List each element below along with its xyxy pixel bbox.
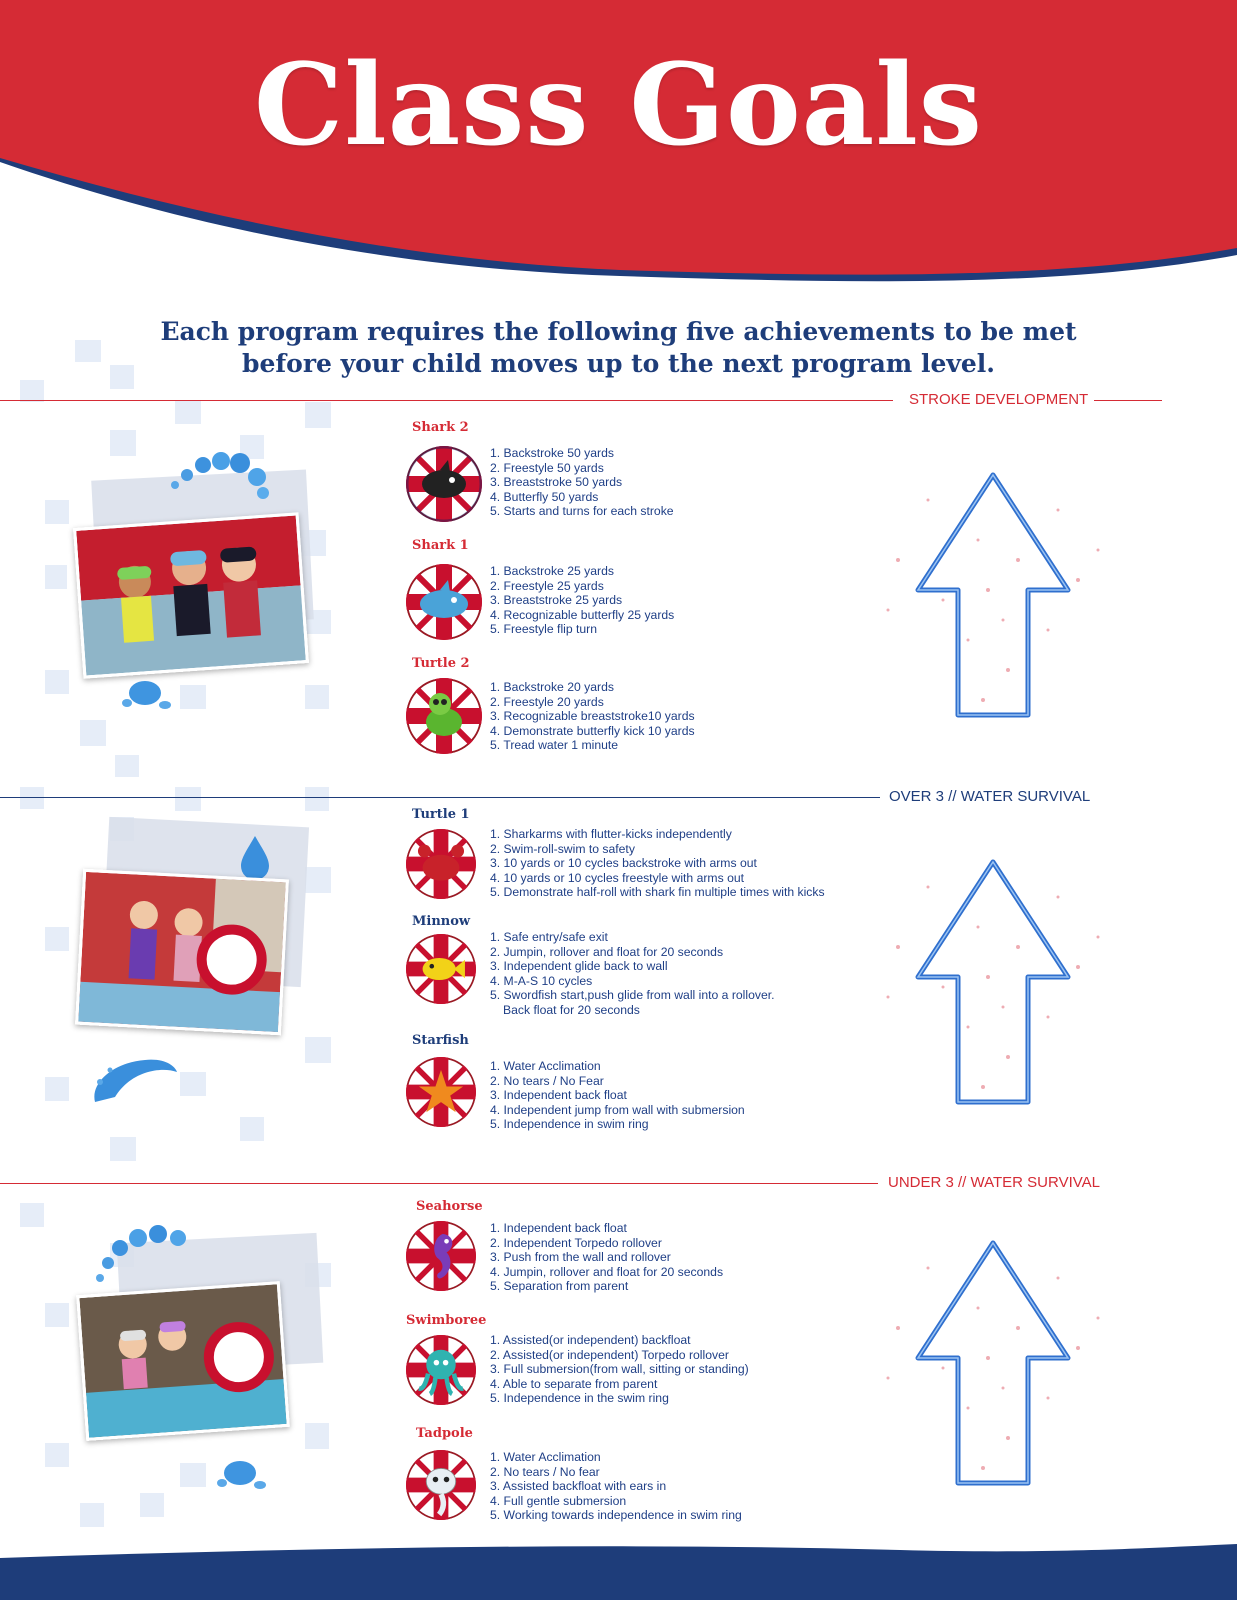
- section-label: OVER 3 // WATER SURVIVAL: [883, 788, 1096, 805]
- program-name: Turtle 2: [412, 656, 470, 671]
- program-name: Seahorse: [416, 1199, 483, 1214]
- goal-item: 4. Demonstrate butterfly kick 10 yards: [490, 723, 695, 738]
- section-divider-line-right: [1090, 400, 1162, 401]
- program-seahorse: [400, 1199, 860, 1299]
- goal-item: 1. Water Acclimation: [490, 1450, 601, 1464]
- goal-item: 5. Freestyle flip turn: [490, 622, 598, 637]
- turtle-icon: [406, 678, 482, 754]
- program-tadpole: [400, 1426, 860, 1536]
- goal-item: 5. Demonstrate half-roll with shark fin multiple times with kicks: [490, 885, 825, 900]
- program-name: Minnow: [412, 914, 471, 929]
- program-name: Shark 2: [412, 420, 469, 435]
- goal-item: 1. Backstroke 25 yards: [490, 564, 614, 578]
- water-drop-decoration: [115, 673, 175, 713]
- arrow-up-icon: [868, 1208, 1118, 1508]
- goal-list: [490, 1221, 723, 1294]
- goal-list: [490, 564, 674, 637]
- goal-item: 5. Swordfish start,push glide from wall into a rollover.: [490, 988, 775, 1003]
- splash-decoration: [85, 1042, 185, 1112]
- goal-item: 2. No tears / No Fear: [490, 1073, 604, 1088]
- goal-list: [490, 1059, 745, 1132]
- shark-icon: [406, 446, 482, 522]
- goal-item: 2. Jumpin, rollover and float for 20 seconds: [490, 944, 724, 959]
- section-divider-line: [0, 797, 880, 798]
- page-title: Class Goals: [254, 40, 983, 171]
- goal-item: 1. Backstroke 20 yards: [490, 680, 614, 694]
- header-banner: [0, 0, 1237, 290]
- goal-item: 2. Independent Torpedo rollover: [490, 1235, 662, 1250]
- octopus-icon: [406, 1335, 476, 1405]
- crab-icon: [406, 829, 476, 899]
- goal-item: 2. No tears / No fear: [490, 1464, 600, 1479]
- tadpole-icon: [406, 1450, 476, 1520]
- goal-list: [490, 827, 825, 900]
- goal-item: 5. Separation from parent: [490, 1279, 629, 1294]
- goal-item: 4. Independent jump from wall with submersion: [490, 1102, 745, 1117]
- program-name: Tadpole: [416, 1426, 473, 1441]
- goal-item: 3. Breaststroke 50 yards: [490, 475, 623, 490]
- goal-item: 5. Working towards independence in swim ring: [490, 1508, 742, 1523]
- bubbles-decoration: [90, 1218, 200, 1288]
- goal-item: 3. Assisted backfloat with ears in: [490, 1479, 667, 1494]
- goal-item: 3. Independent back float: [490, 1088, 627, 1103]
- goal-item: 3. Independent glide back to wall: [490, 959, 668, 974]
- program-shark-1: [400, 538, 860, 648]
- goal-item: 1. Water Acclimation: [490, 1059, 601, 1073]
- program-swimboree: [400, 1313, 860, 1423]
- goal-item: 4. Butterfly 50 yards: [490, 489, 599, 504]
- goal-item: 4. 10 yards or 10 cycles freestyle with arms out: [490, 870, 745, 885]
- intro-line-2: before your child moves up to the next program level.: [242, 349, 995, 378]
- goal-item: 2. Assisted(or independent) Torpedo rollover: [490, 1347, 729, 1362]
- goal-item: 3. Push from the wall and rollover: [490, 1250, 671, 1265]
- program-turtle-2: [400, 656, 860, 766]
- section-photo-group: [75, 445, 335, 685]
- arrow-up-icon: [868, 440, 1118, 740]
- goal-item: 2. Swim-roll-swim to safety: [490, 841, 635, 856]
- goal-item: 3. Recognizable breaststroke10 yards: [490, 709, 695, 724]
- footer-wave-graphic: [0, 1540, 1237, 1600]
- goal-list: [490, 930, 775, 1018]
- starfish-icon: [406, 1057, 476, 1127]
- goal-list: [490, 1450, 742, 1523]
- goal-item: 2. Freestyle 50 yards: [490, 460, 604, 475]
- kids-photo: [75, 869, 289, 1036]
- section-over-3-water-survival: [0, 788, 1237, 1177]
- program-name: Starfish: [412, 1033, 469, 1048]
- program-starfish: [400, 1033, 860, 1147]
- section-photo-group: [75, 822, 335, 1112]
- goal-item: 1. Independent back float: [490, 1221, 627, 1235]
- goal-item: 4. Full gentle submersion: [490, 1493, 627, 1508]
- goal-item: 2. Freestyle 25 yards: [490, 578, 604, 593]
- program-name: Shark 1: [412, 538, 469, 553]
- program-turtle-1: [400, 807, 860, 907]
- goal-list: [490, 446, 674, 519]
- goal-item: 1. Sharkarms with flutter-kicks independently: [490, 827, 732, 841]
- section-label: STROKE DEVELOPMENT: [903, 391, 1094, 408]
- goal-list: [490, 680, 695, 753]
- goal-item: 4. M-A-S 10 cycles: [490, 973, 593, 988]
- goal-item: 3. 10 yards or 10 cycles backstroke with arms out: [490, 856, 757, 871]
- bubbles-decoration: [165, 445, 275, 505]
- goal-item: 2. Freestyle 20 yards: [490, 694, 604, 709]
- section-stroke-development: [0, 391, 1237, 790]
- program-name: Swimboree: [406, 1313, 487, 1328]
- shark-icon: [406, 564, 482, 640]
- intro-line-1: Each program requires the following five achievements to be met: [160, 317, 1077, 346]
- goal-item: 5. Tread water 1 minute: [490, 738, 619, 753]
- section-divider-line: [0, 1183, 878, 1184]
- fish-icon: [406, 934, 476, 1004]
- goal-item: 4. Recognizable butterfly 25 yards: [490, 607, 675, 622]
- goal-item: 4. Jumpin, rollover and float for 20 seconds: [490, 1264, 724, 1279]
- goal-item: 1. Safe entry/safe exit: [490, 930, 608, 944]
- goal-item: 5. Starts and turns for each stroke: [490, 504, 674, 519]
- goal-item: 5. Independence in the swim ring: [490, 1391, 669, 1406]
- program-shark-2: [400, 420, 860, 530]
- arrow-up-icon: [868, 827, 1118, 1127]
- goal-item: 3. Full submersion(from wall, sitting or standing): [490, 1362, 749, 1377]
- seahorse-icon: [406, 1221, 476, 1291]
- goal-item: 4. Able to separate from parent: [490, 1376, 658, 1391]
- kids-photo: [73, 512, 309, 678]
- goal-item: 3. Breaststroke 25 yards: [490, 593, 623, 608]
- goal-item: 5. Independence in swim ring: [490, 1117, 649, 1132]
- program-minnow: [400, 914, 860, 1024]
- goal-item: 1. Assisted(or independent) backfloat: [490, 1333, 691, 1347]
- water-drop-decoration: [210, 1453, 270, 1493]
- goal-item: 1. Backstroke 50 yards: [490, 446, 614, 460]
- water-drop-decoration: [235, 832, 275, 882]
- section-photo-group: [75, 1218, 335, 1498]
- section-divider-line: [0, 400, 893, 401]
- goal-item: Back float for 20 seconds: [503, 1002, 640, 1017]
- kids-photo: [76, 1281, 290, 1441]
- goal-list: [490, 1333, 749, 1406]
- program-name: Turtle 1: [412, 807, 470, 822]
- section-under-3-water-survival: [0, 1174, 1237, 1533]
- footer-wave: [0, 1540, 1237, 1600]
- section-label: UNDER 3 // WATER SURVIVAL: [882, 1174, 1106, 1191]
